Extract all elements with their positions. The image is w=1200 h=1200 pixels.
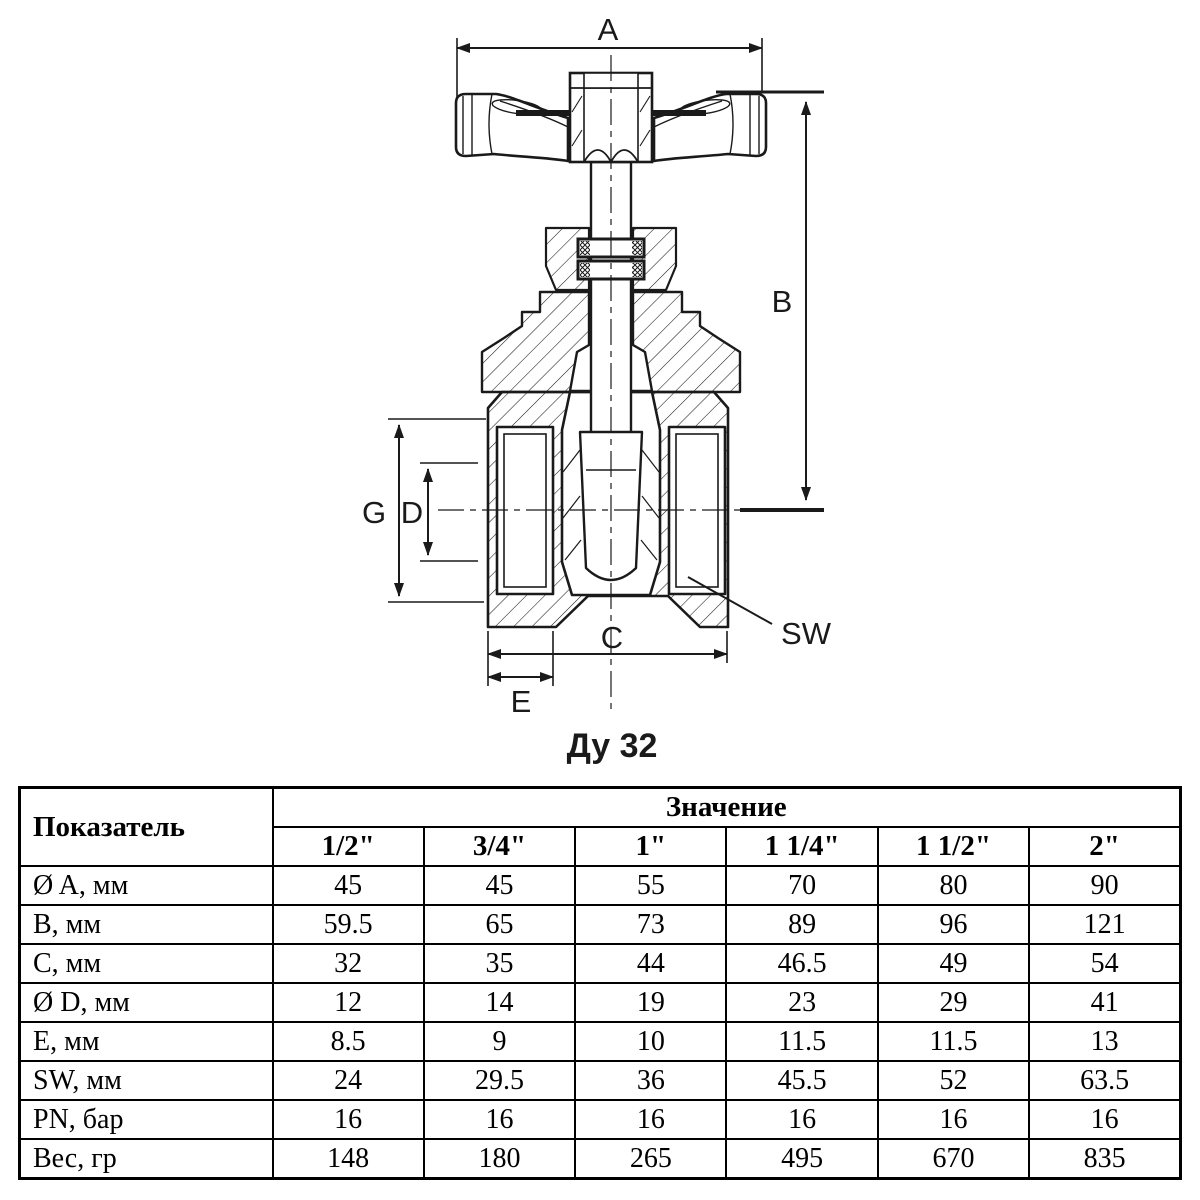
table-cell: 10 [575, 1022, 726, 1061]
table-cell: 73 [575, 905, 726, 944]
table-cell: 16 [424, 1100, 575, 1139]
table-cell: 54 [1029, 944, 1180, 983]
table-row [20, 983, 1181, 1022]
table-cell: 9 [424, 1022, 575, 1061]
table-cell: 16 [726, 1100, 877, 1139]
table-cell: 8.5 [273, 1022, 424, 1061]
table-cell: 670 [878, 1139, 1029, 1179]
table-cell: 70 [726, 866, 877, 905]
table-cell: 35 [424, 944, 575, 983]
row-label: Ø A, мм [20, 866, 273, 905]
table-cell: 180 [424, 1139, 575, 1179]
dim-d-label: D [400, 495, 424, 530]
table-row [20, 1100, 1181, 1139]
table-cell: 24 [273, 1061, 424, 1100]
table-cell: 63.5 [1029, 1061, 1180, 1100]
table-cell: 29.5 [424, 1061, 575, 1100]
table-cell: 45 [273, 866, 424, 905]
table-cell: 59.5 [273, 905, 424, 944]
row-label: SW, мм [20, 1061, 273, 1100]
table-cell: 29 [878, 983, 1029, 1022]
dimension-e [488, 631, 553, 719]
table-cell: 44 [575, 944, 726, 983]
size-header: 2" [1029, 827, 1180, 866]
table-cell: 14 [424, 983, 575, 1022]
table-cell: 23 [726, 983, 877, 1022]
sw-label: SW [781, 616, 831, 651]
spec-table [18, 786, 1182, 1180]
table-cell: 45 [424, 866, 575, 905]
dim-c-label: C [600, 620, 624, 655]
table-row [20, 905, 1181, 944]
table-row-header-1 [20, 788, 1181, 828]
table-row [20, 1061, 1181, 1100]
table-cell: 11.5 [878, 1022, 1029, 1061]
table-row [20, 944, 1181, 983]
table-cell: 32 [273, 944, 424, 983]
table-cell: 148 [273, 1139, 424, 1179]
table-cell: 55 [575, 866, 726, 905]
table-cell: 49 [878, 944, 1029, 983]
size-header: 1" [575, 827, 726, 866]
row-label: Вес, гр [20, 1139, 273, 1179]
table-row [20, 1022, 1181, 1061]
size-header: 1/2" [273, 827, 424, 866]
row-label: C, мм [20, 944, 273, 983]
size-header: 1 1/4" [726, 827, 877, 866]
table-cell: 11.5 [726, 1022, 877, 1061]
table-cell: 16 [1029, 1100, 1180, 1139]
table-row [20, 1139, 1181, 1179]
gland-left [546, 228, 589, 290]
header-indicator: Показатель [20, 788, 273, 867]
drawing-caption: Ду 32 [566, 727, 658, 765]
row-label: B, мм [20, 905, 273, 944]
table-cell: 12 [273, 983, 424, 1022]
table-cell: 495 [726, 1139, 877, 1179]
dimension-g [362, 419, 486, 602]
table-cell: 89 [726, 905, 877, 944]
table-cell: 96 [878, 905, 1029, 944]
table-cell: 45.5 [726, 1061, 877, 1100]
dim-a-label: A [597, 12, 619, 47]
row-label: E, мм [20, 1022, 273, 1061]
dim-b-label: B [771, 284, 793, 319]
dim-g-label: G [361, 495, 387, 530]
table-cell: 16 [273, 1100, 424, 1139]
size-header: 1 1/2" [878, 827, 1029, 866]
handwheel-wing-left [456, 94, 572, 161]
table-cell: 16 [878, 1100, 1029, 1139]
table-cell: 121 [1029, 905, 1180, 944]
table-cell: 80 [878, 866, 1029, 905]
size-header: 3/4" [424, 827, 575, 866]
table-cell: 46.5 [726, 944, 877, 983]
table-cell: 52 [878, 1061, 1029, 1100]
dim-e-label: E [510, 684, 532, 719]
dimension-d [401, 463, 478, 561]
row-label: Ø D, мм [20, 983, 273, 1022]
table-cell: 41 [1029, 983, 1180, 1022]
table-cell: 90 [1029, 866, 1180, 905]
table-cell: 16 [575, 1100, 726, 1139]
table-cell: 13 [1029, 1022, 1180, 1061]
table-cell: 65 [424, 905, 575, 944]
table-cell: 835 [1029, 1139, 1180, 1179]
header-value-group: Значение [273, 788, 1181, 828]
table-cell: 36 [575, 1061, 726, 1100]
table-cell: 265 [575, 1139, 726, 1179]
table-cell: 19 [575, 983, 726, 1022]
table-row [20, 866, 1181, 905]
gland-right [633, 228, 676, 290]
row-label: PN, бар [20, 1100, 273, 1139]
